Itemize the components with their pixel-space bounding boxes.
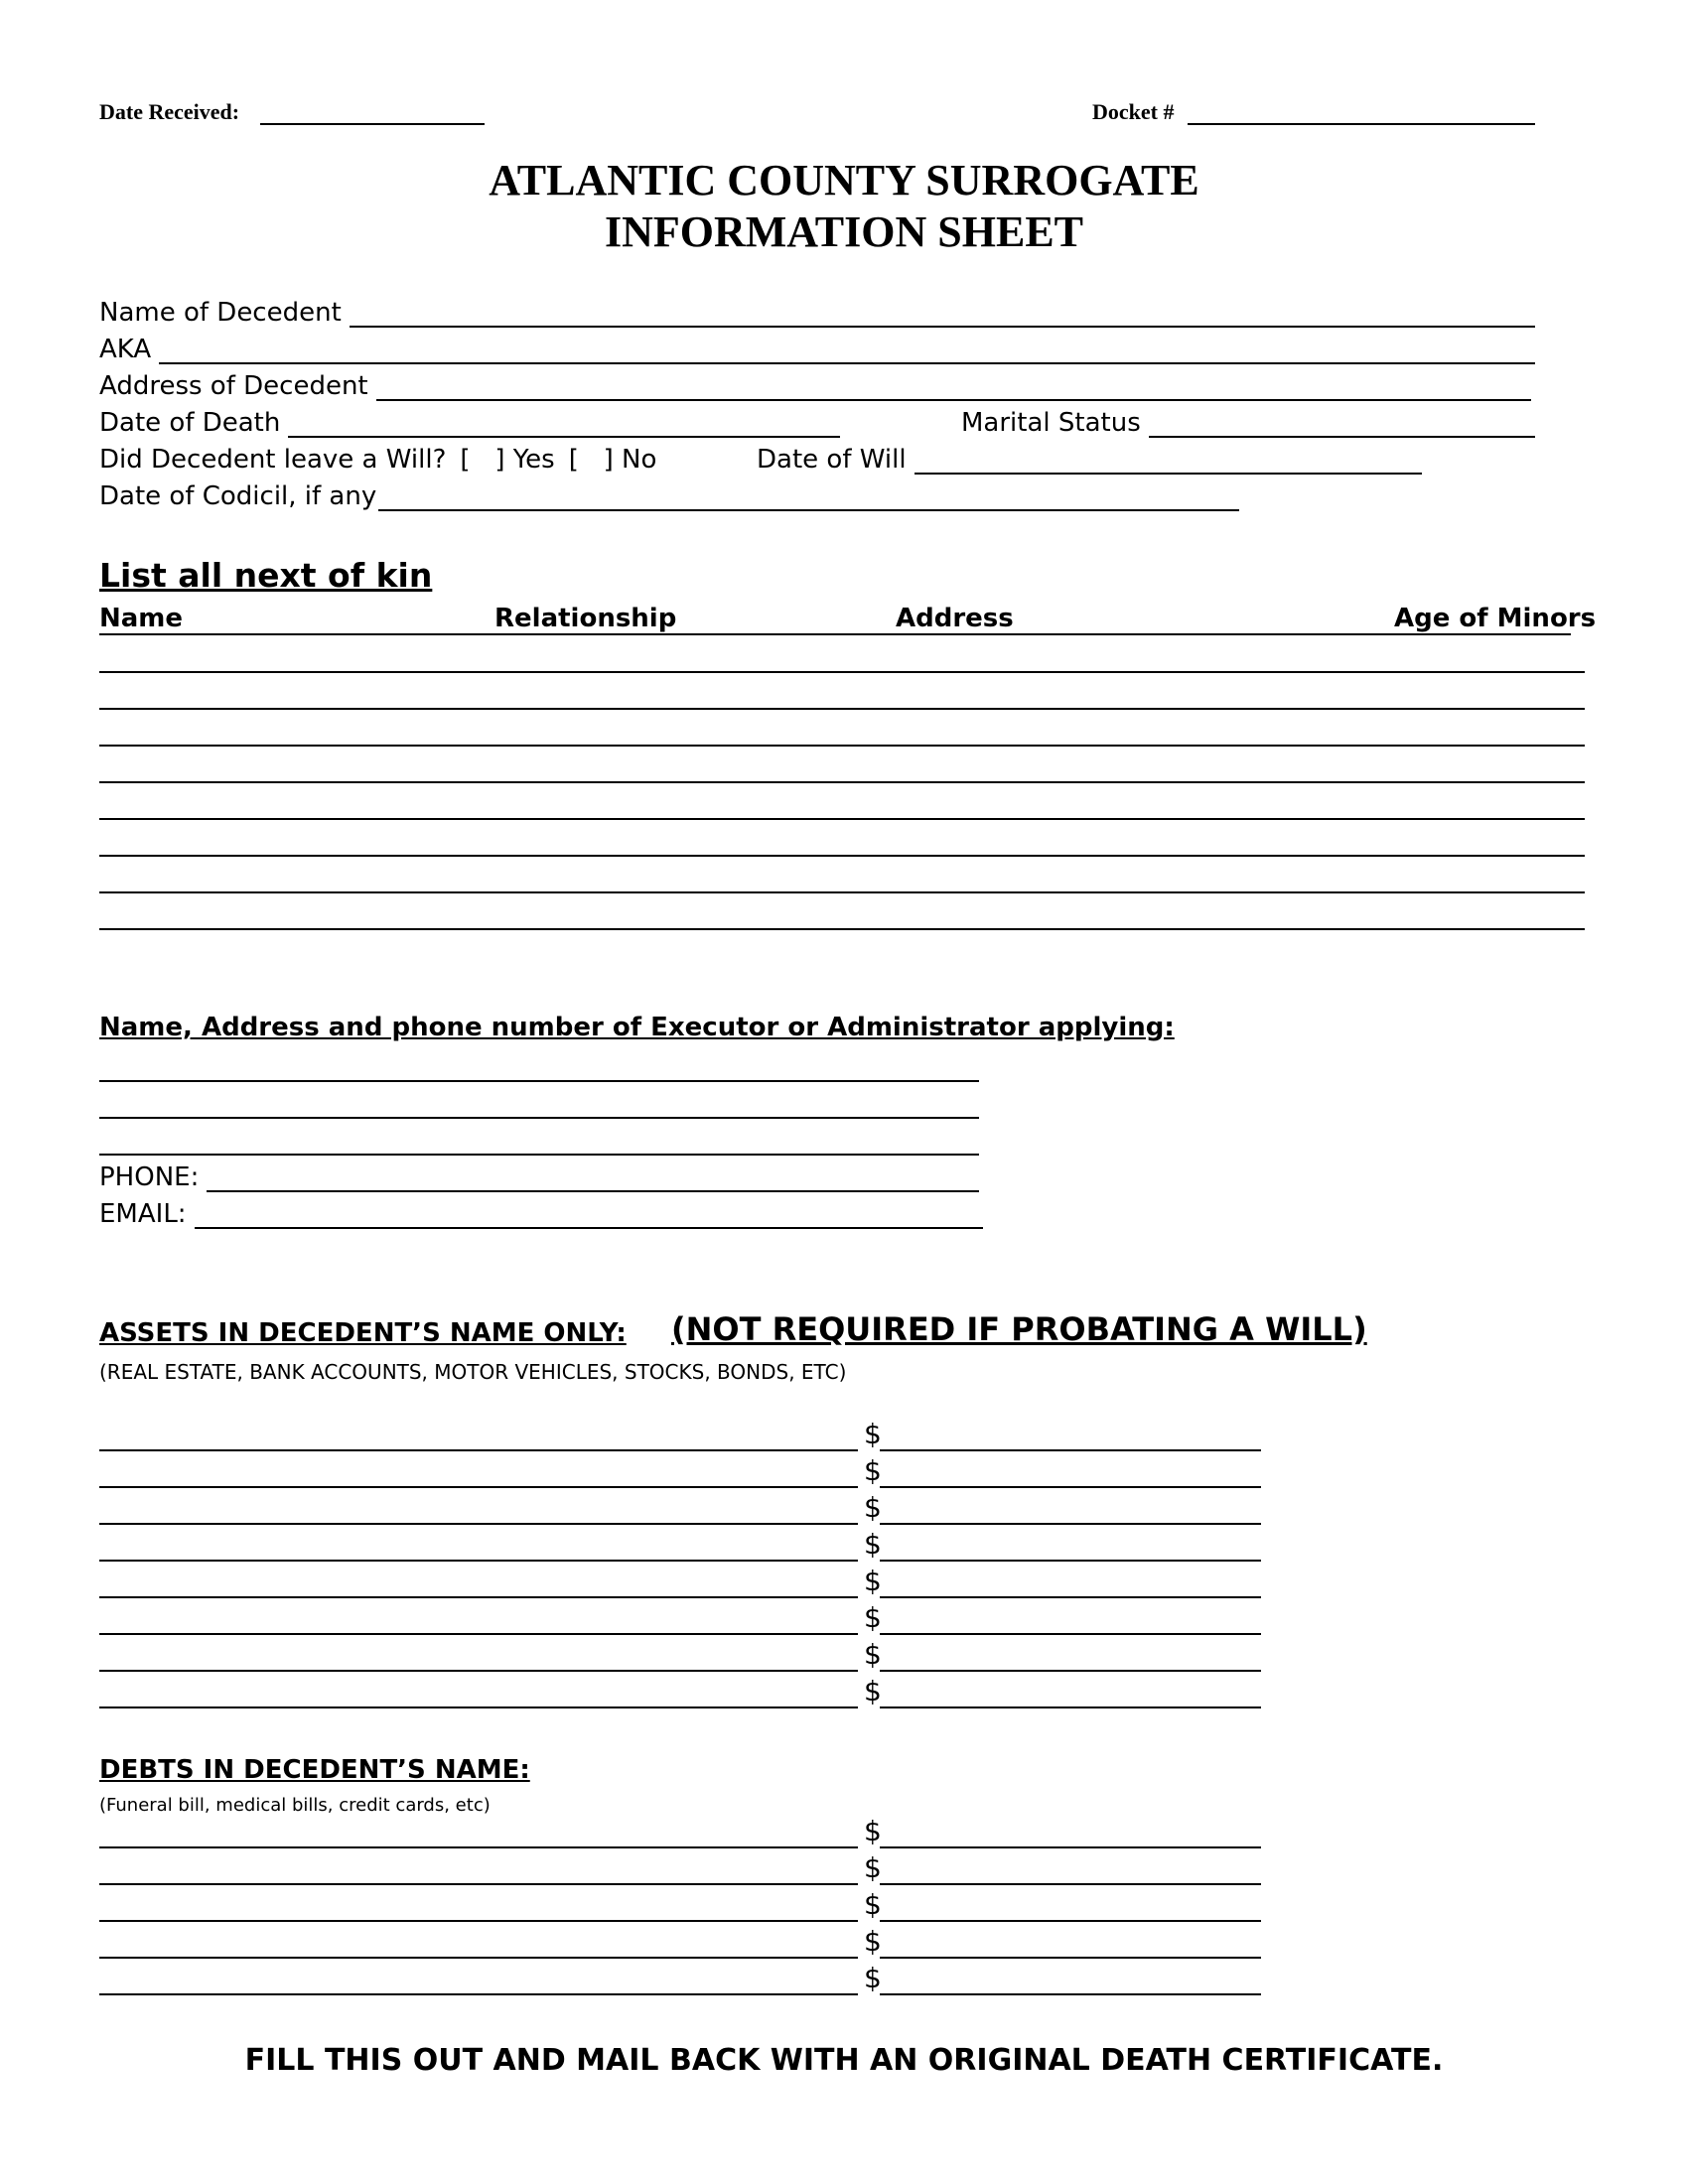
assets-not-required-note: (NOT REQUIRED IF PROBATING A WILL)	[671, 1310, 1367, 1348]
asset-description-line[interactable]	[99, 1670, 858, 1672]
debt-description-line[interactable]	[99, 1993, 858, 1995]
asset-amount-line[interactable]	[880, 1706, 1261, 1708]
debt-dollar-sign: $	[864, 1962, 882, 1994]
date-of-death-label: Date of Death	[99, 408, 281, 438]
asset-dollar-sign: $	[864, 1528, 882, 1561]
marital-status-field[interactable]	[1149, 410, 1535, 438]
debt-amount-line[interactable]	[880, 1846, 1261, 1848]
debt-dollar-sign: $	[864, 1925, 882, 1958]
decedent-address-label: Address of Decedent	[99, 371, 368, 401]
codicil-row	[99, 478, 1239, 511]
will-question-label: Did Decedent leave a Will?	[99, 445, 447, 475]
kin-column-address: Address	[896, 604, 1014, 633]
asset-amount-line[interactable]	[880, 1560, 1261, 1562]
asset-amount-line[interactable]	[880, 1670, 1261, 1672]
date-of-will-field[interactable]	[914, 447, 1422, 475]
kin-entry-line[interactable]	[99, 708, 1585, 710]
executor-entry-line[interactable]	[99, 1080, 979, 1082]
date-of-will-row	[757, 441, 1422, 475]
kin-header-rule	[99, 633, 1571, 635]
kin-column-name: Name	[99, 604, 184, 633]
asset-dollar-sign: $	[864, 1638, 882, 1671]
date-received-label: Date Received:	[99, 99, 240, 124]
decedent-name-field[interactable]	[350, 300, 1535, 328]
date-of-will-label: Date of Will	[757, 445, 907, 475]
asset-description-line[interactable]	[99, 1560, 858, 1562]
page-subtitle: INFORMATION SHEET	[604, 207, 1084, 256]
asset-description-line[interactable]	[99, 1486, 858, 1488]
executor-heading: Name, Address and phone number of Executor or Administrator applying:	[99, 1013, 1175, 1042]
asset-amount-line[interactable]	[880, 1523, 1261, 1525]
kin-column-age-of-minors: Age of Minors	[1394, 604, 1597, 633]
kin-entry-line[interactable]	[99, 891, 1585, 893]
debt-description-line[interactable]	[99, 1846, 858, 1848]
executor-entry-line[interactable]	[99, 1154, 979, 1156]
asset-description-line[interactable]	[99, 1523, 858, 1525]
asset-dollar-sign: $	[864, 1601, 882, 1634]
executor-phone-label: PHONE:	[99, 1162, 200, 1192]
assets-examples: (REAL ESTATE, BANK ACCOUNTS, MOTOR VEHICLES, STOCKS, BONDS, ETC)	[99, 1360, 847, 1384]
kin-column-relationship: Relationship	[494, 604, 677, 633]
debt-dollar-sign: $	[864, 1851, 882, 1884]
decedent-address-field[interactable]	[376, 373, 1531, 401]
kin-entry-line[interactable]	[99, 745, 1585, 747]
asset-description-line[interactable]	[99, 1633, 858, 1635]
executor-phone-row	[99, 1159, 979, 1192]
date-of-death-row	[99, 404, 840, 438]
kin-entry-line[interactable]	[99, 818, 1585, 820]
kin-entry-line[interactable]	[99, 671, 1585, 673]
aka-field[interactable]	[159, 337, 1535, 364]
marital-status-row	[961, 404, 1535, 438]
decedent-name-label: Name of Decedent	[99, 298, 342, 328]
page-title: ATLANTIC COUNTY SURROGATE	[489, 156, 1199, 205]
executor-email-label: EMAIL:	[99, 1199, 187, 1229]
kin-entry-line[interactable]	[99, 855, 1585, 857]
codicil-label: Date of Codicil, if any	[99, 481, 377, 511]
debt-description-line[interactable]	[99, 1957, 858, 1959]
debt-dollar-sign: $	[864, 1815, 882, 1847]
debt-dollar-sign: $	[864, 1888, 882, 1921]
debt-amount-line[interactable]	[880, 1957, 1261, 1959]
docket-field[interactable]	[1188, 123, 1535, 125]
assets-heading: ASSETS IN DECEDENT’S NAME ONLY:	[99, 1318, 627, 1348]
date-of-death-field[interactable]	[288, 410, 840, 438]
debt-description-line[interactable]	[99, 1920, 858, 1922]
decedent-name-row	[99, 294, 1535, 328]
asset-dollar-sign: $	[864, 1491, 882, 1524]
debt-amount-line[interactable]	[880, 1993, 1261, 1995]
aka-row	[99, 331, 1535, 364]
marital-status-label: Marital Status	[961, 408, 1141, 438]
debt-amount-line[interactable]	[880, 1920, 1261, 1922]
date-received-field[interactable]	[260, 123, 485, 125]
asset-amount-line[interactable]	[880, 1633, 1261, 1635]
kin-entry-line[interactable]	[99, 781, 1585, 783]
debts-heading: DEBTS IN DECEDENT’S NAME:	[99, 1755, 530, 1785]
asset-dollar-sign: $	[864, 1454, 882, 1487]
kin-entry-line[interactable]	[99, 928, 1585, 930]
asset-description-line[interactable]	[99, 1596, 858, 1598]
mail-back-instruction: FILL THIS OUT AND MAIL BACK WITH AN ORIGINAL DEATH CERTIFICATE.	[244, 2043, 1444, 2078]
asset-description-line[interactable]	[99, 1706, 858, 1708]
asset-amount-line[interactable]	[880, 1486, 1261, 1488]
will-yes-checkbox[interactable]: [ ] Yes	[460, 445, 555, 475]
debt-description-line[interactable]	[99, 1883, 858, 1885]
asset-dollar-sign: $	[864, 1565, 882, 1597]
docket-label: Docket #	[1092, 99, 1175, 124]
asset-amount-line[interactable]	[880, 1449, 1261, 1451]
asset-dollar-sign: $	[864, 1418, 882, 1450]
executor-email-row	[99, 1195, 983, 1229]
debts-examples: (Funeral bill, medical bills, credit cards, etc)	[99, 1795, 491, 1816]
asset-description-line[interactable]	[99, 1449, 858, 1451]
will-no-checkbox[interactable]: [ ] No	[568, 445, 657, 475]
asset-dollar-sign: $	[864, 1675, 882, 1707]
executor-email-field[interactable]	[195, 1201, 983, 1229]
asset-amount-line[interactable]	[880, 1596, 1261, 1598]
decedent-address-row	[99, 367, 1531, 401]
executor-entry-line[interactable]	[99, 1117, 979, 1119]
will-question-row	[99, 441, 656, 475]
next-of-kin-heading: List all next of kin	[99, 556, 433, 595]
codicil-field[interactable]	[378, 483, 1239, 511]
aka-label: AKA	[99, 335, 152, 364]
debt-amount-line[interactable]	[880, 1883, 1261, 1885]
executor-phone-field[interactable]	[207, 1164, 979, 1192]
